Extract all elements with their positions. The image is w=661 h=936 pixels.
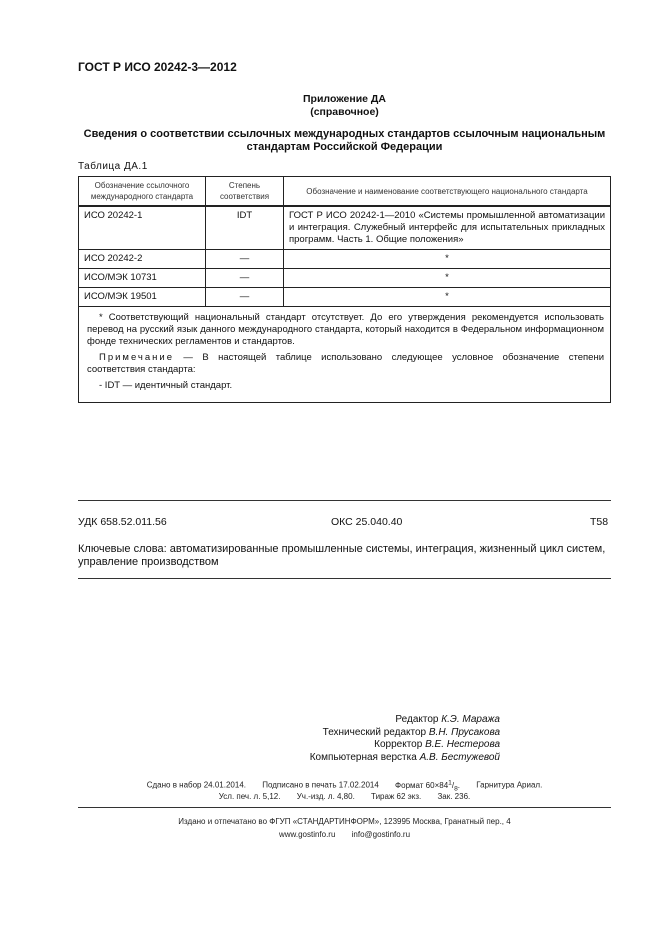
divider-keywords [78, 578, 611, 579]
format-prefix: Формат 60×84 [395, 780, 449, 790]
table-row [79, 206, 611, 250]
table-row [79, 250, 611, 269]
typeface: Гарнитура Ариал. [476, 780, 543, 790]
email-link[interactable]: info@gostinfo.ru [351, 830, 411, 839]
correspondence-table [78, 176, 611, 403]
header-degree [206, 177, 284, 207]
note-label: Примечание [99, 352, 174, 363]
document-id: ГОСТ Р ИСО 20242-3—2012 [78, 60, 237, 74]
table-footnote [79, 307, 611, 403]
credit-role: Технический редактор [322, 726, 429, 738]
copies: Тираж 62 экз. [371, 792, 422, 801]
table-row [79, 269, 611, 288]
paper-format: Формат $60\times 84^1/_8$. [395, 779, 461, 793]
heading-line-1: Сведения о соответствии ссылочных международных стандартов ссылочным национальным [83, 128, 606, 140]
format-num: 1 [448, 779, 452, 786]
header-ref-standard [79, 177, 206, 207]
credit-layout [200, 752, 500, 765]
section-heading [78, 128, 611, 154]
udc-code: УДК 658.52.011.56 [78, 516, 167, 528]
heading-line-2: стандартам Российской Федерации [246, 141, 443, 153]
keywords: Ключевые слова: автоматизированные промышленные системы, интеграция, жизненный цикл систем, управление производством [78, 543, 606, 568]
ref-cell: ИСО 20242-2 [79, 250, 206, 269]
header-ref-line1: Обозначение ссылочного [94, 181, 190, 190]
credit-tech-editor [200, 727, 500, 740]
publisher-contacts [78, 829, 611, 841]
ref-cell: ИСО/МЭК 19501 [79, 288, 206, 307]
degree-cell: — [206, 250, 284, 269]
ref-cell: ИСО/МЭК 10731 [79, 269, 206, 288]
annex-name: Приложение ДА [303, 93, 386, 105]
website-link[interactable]: www.gostinfo.ru [278, 830, 336, 839]
header-degree-line1: Степень [228, 181, 261, 190]
note-paragraph [87, 352, 604, 376]
degree-cell: — [206, 269, 284, 288]
credit-role: Компьютерная верстка [309, 751, 420, 763]
pub-sheets: Уч.-изд. л. 4,80. [296, 792, 355, 801]
credit-editor [200, 714, 500, 727]
note-text: — В настоящей таблице использовано следующее условное обозначение степени соответствия стандарта: [87, 352, 604, 375]
format-den: 8 [454, 785, 458, 793]
header-ref-line2: международного стандарта [90, 192, 194, 201]
ref-cell: ИСО 20242-1 [79, 206, 206, 250]
degree-cell: IDT [206, 206, 284, 250]
staff-credits [200, 714, 500, 764]
national-cell: ГОСТ Р ИСО 20242-1—2010 «Системы промышленной автоматизации и интеграция. Служебный интерфейс для испытательных прикладных программ. Часть 1. Общие положения» [284, 206, 611, 250]
credit-person: В.Е. Нестерова [425, 739, 500, 750]
set-date: Сдано в набор 24.01.2014. [146, 780, 246, 790]
signed-date: Подписано в печать 17.02.2014 [262, 780, 379, 790]
header-national-standard: Обозначение и наименование соответствующего национального стандарта [284, 177, 611, 207]
national-cell: * [284, 288, 611, 307]
note-item: - IDT — идентичный стандарт. [99, 380, 233, 391]
credit-person: А.В. Бестужевой [419, 751, 500, 763]
order-number: Зак. 236. [437, 792, 471, 801]
annex-title [78, 93, 611, 119]
credit-corrector [200, 739, 500, 752]
national-cell: * [284, 269, 611, 288]
credit-role: Корректор [374, 739, 426, 750]
oks-code: ОКС 25.040.40 [331, 516, 403, 528]
publisher-line: Издано и отпечатано во ФГУП «СТАНДАРТИНФОРМ», 123995 Москва, Гранатный пер., 4 [178, 817, 511, 826]
annex-type: (справочное) [310, 106, 379, 118]
header-degree-line2: соответствия [219, 192, 270, 201]
table-header-row [79, 177, 611, 207]
table-row [79, 288, 611, 307]
credit-role: Редактор [395, 714, 442, 725]
table-footnote-row [79, 307, 611, 403]
footnote-text: * Соответствующий национальный стандарт отсутствует. До его утверждения рекомендуется использовать перевод на русский язык данного международного стандарта, который находится в Федеральном информационном фонде технических регламентов и стандартов. [87, 312, 604, 347]
credit-person: К.Э. Маража [441, 714, 500, 725]
table-label: Таблица ДА.1 [78, 161, 148, 172]
print-details-line-2 [78, 791, 611, 803]
national-cell: * [284, 250, 611, 269]
credit-person: В.Н. Прусакова [428, 726, 500, 738]
print-sheets: Усл. печ. л. 5,12. [218, 792, 281, 801]
degree-cell: — [206, 288, 284, 307]
divider-top [78, 500, 611, 501]
divider-imprint [78, 807, 611, 808]
category-code: T58 [590, 516, 609, 528]
